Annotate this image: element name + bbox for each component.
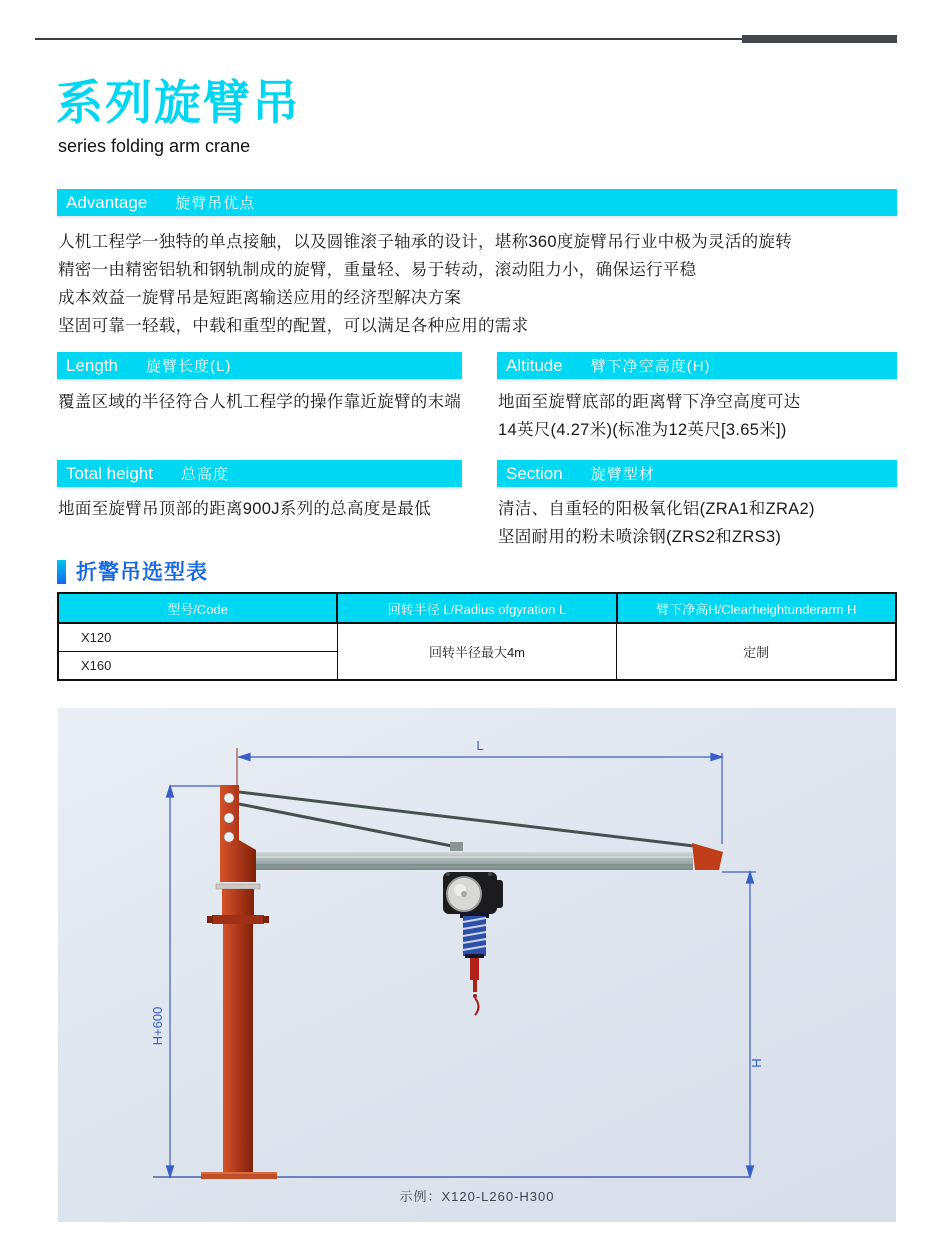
dimension-H xyxy=(722,872,756,1177)
tie-rods xyxy=(239,792,694,847)
rod-clevis xyxy=(450,842,463,851)
section-line: 坚固耐用的粉未喷涂钢(ZRS2和ZRS3) xyxy=(498,528,782,546)
spring-balancer xyxy=(463,916,486,958)
banner-total-height-en: Total height xyxy=(66,463,153,483)
hoist-unit xyxy=(443,872,503,1015)
dimension-L xyxy=(239,753,722,844)
altitude-line: 地面至旋臂底部的距离臂下净空高度可达 xyxy=(498,393,801,411)
dim-label-L: L xyxy=(476,738,484,753)
table-cell-code: X160 xyxy=(58,652,337,681)
dim-label-H: H xyxy=(749,1058,764,1068)
banner-total-height-zh: 总高度 xyxy=(180,466,229,483)
banner-length-en: Length xyxy=(66,355,118,375)
banner-advantage xyxy=(57,189,897,216)
page-title: 系列旋臂吊 xyxy=(56,76,301,129)
banner-advantage-en: Advantage xyxy=(66,192,148,212)
table-header-row xyxy=(58,593,896,623)
table-header-clearance: 臂下净高H/Clearheightunderarm H xyxy=(617,593,896,623)
dimension-H600 xyxy=(167,786,224,1177)
banner-altitude xyxy=(497,352,897,379)
section-paragraph xyxy=(498,495,898,551)
top-rule-bar xyxy=(742,35,897,43)
crane-drawing xyxy=(58,708,896,1222)
dim-label-H600: H+600 xyxy=(150,1006,165,1046)
banner-altitude-en: Altitude xyxy=(506,355,563,375)
table-cell-code: X120 xyxy=(58,623,337,652)
total-height-paragraph xyxy=(58,495,468,523)
length-paragraph xyxy=(58,388,468,416)
crane-arm xyxy=(241,852,693,870)
altitude-line: 14英尺(4.27米)(标准为12英尺[3.65米]) xyxy=(498,421,787,439)
banner-section-en: Section xyxy=(506,463,563,483)
banner-length xyxy=(57,352,462,379)
table-cell-clearance: 定制 xyxy=(617,623,896,680)
total-height-line: 地面至旋臂吊顶部的距离900J系列的总高度是最低 xyxy=(58,500,431,518)
table-cell-radius: 回转半径最大4m xyxy=(337,623,616,680)
crane-figure xyxy=(58,708,896,1222)
table-header-code: 型号/Code xyxy=(58,593,337,623)
advantage-line: 人机工程学一独特的单点接触，以及圆锥滚子轴承的设计，堪称360度旋臂吊行业中极为灵活的旋转 xyxy=(58,233,793,251)
figure-caption: 示例：X120-L260-H300 xyxy=(399,1189,555,1204)
section-accent-bar xyxy=(57,560,66,584)
banner-length-zh: 旋臂长度(L) xyxy=(146,358,232,375)
advantage-line: 精密一由精密铝轨和钢轨制成的旋臂，重量轻、易于转动，滚动阻力小，确保运行平稳 xyxy=(58,261,697,279)
advantage-paragraph xyxy=(58,228,898,340)
banner-altitude-zh: 臂下净空高度(H) xyxy=(590,358,711,375)
advantage-line: 坚固可靠一轻载，中载和重型的配置，可以满足各种应用的需求 xyxy=(58,317,529,335)
banner-advantage-zh: 旋臂吊优点 xyxy=(175,195,256,212)
selection-table-title: 折警吊选型表 xyxy=(76,561,208,584)
altitude-paragraph xyxy=(498,388,898,444)
top-rule-line xyxy=(35,38,742,40)
banner-section xyxy=(497,460,897,487)
table-header-radius: 回转半径 L/Radius ofgyration L xyxy=(337,593,616,623)
length-line: 覆盖区域的半径符合人机工程学的操作靠近旋臂的末端 xyxy=(58,393,462,411)
banner-section-zh: 旋臂型材 xyxy=(590,466,655,483)
section-line: 清洁、自重轻的阳极氧化铝(ZRA1和ZRA2) xyxy=(498,500,815,518)
advantage-line: 成本效益一旋臂吊是短距离输送应用的经济型解决方案 xyxy=(58,289,462,307)
selection-table xyxy=(57,592,897,681)
table-row xyxy=(58,623,896,652)
banner-total-height xyxy=(57,460,462,487)
crane-mast xyxy=(201,785,277,1179)
arm-end-stop xyxy=(692,843,723,870)
page-subtitle: series folding arm crane xyxy=(58,136,251,156)
hook xyxy=(470,958,479,1015)
